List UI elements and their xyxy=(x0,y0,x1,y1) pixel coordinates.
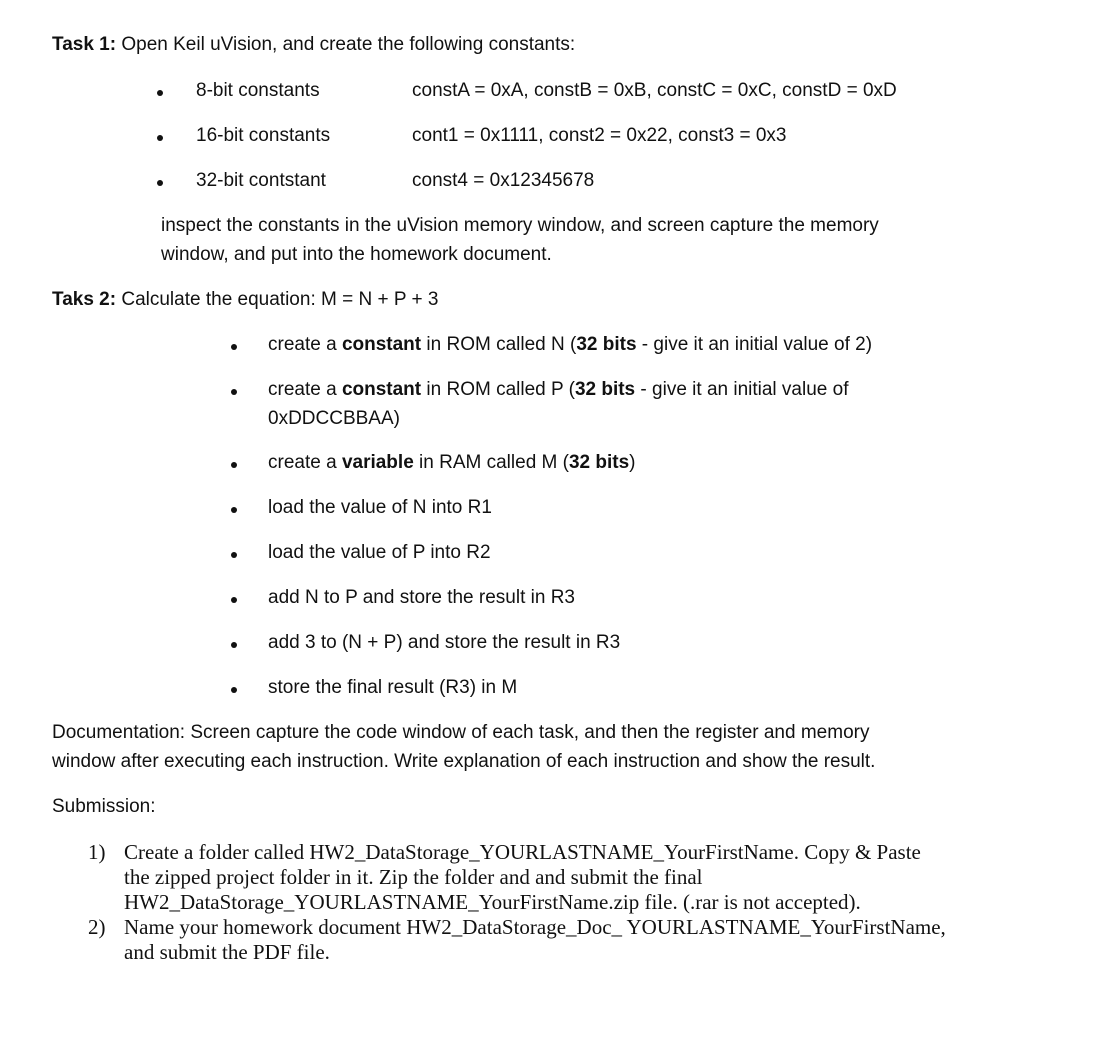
task1-item1-value: constA = 0xA, constB = 0xB, constC = 0xC, constD = 0xD xyxy=(412,80,897,101)
submission-item1-line1: Create a folder called HW2_DataStorage_YOURLASTNAME_YourFirstName. Copy & Paste xyxy=(124,840,921,864)
task2-bullet2: create a constant in ROM called P (32 bits - give it an initial value of xyxy=(268,379,849,400)
task2-bullet5: load the value of P into R2 xyxy=(268,542,491,563)
bullet-icon xyxy=(157,90,163,96)
task2-bullet7: add 3 to (N + P) and store the result in R3 xyxy=(268,632,621,653)
bullet-icon xyxy=(231,597,237,603)
bullet-icon xyxy=(231,462,237,468)
bullet-icon xyxy=(231,552,237,558)
bullet-icon xyxy=(231,507,237,513)
bullet-icon xyxy=(157,180,163,186)
task1-heading: Task 1: xyxy=(52,34,117,55)
submission-item2-line2: and submit the PDF file. xyxy=(124,940,330,964)
documentation-line2: window after executing each instruction. Write explanation of each instruction and show the result. xyxy=(52,751,876,772)
task2-heading: Taks 2: xyxy=(52,289,117,310)
task1-item3-label: 32-bit contstant xyxy=(196,170,326,191)
task1-inspect-line2: window, and put into the homework document. xyxy=(161,244,552,265)
bullet-icon xyxy=(157,135,163,141)
task2-bullet2-line2: 0xDDCCBBAA) xyxy=(268,408,400,429)
task1-intro: Open Keil uVision, and create the following constants: xyxy=(121,34,576,55)
submission-heading: Submission: xyxy=(52,796,156,817)
documentation-line1: Documentation: Screen capture the code window of each task, and then the register and memory xyxy=(52,722,870,743)
task2-heading-line xyxy=(52,289,438,311)
submission-item1-line2: the zipped project folder in it. Zip the folder and and submit the final xyxy=(124,865,703,889)
task1-item3-value: const4 = 0x12345678 xyxy=(412,170,595,191)
submission-item2-number: 2) xyxy=(88,915,106,939)
task2-bullet3: create a variable in RAM called M (32 bits) xyxy=(268,452,636,473)
bullet-icon xyxy=(231,344,237,350)
bullet-icon xyxy=(231,389,237,395)
task2-bullet4: load the value of N into R1 xyxy=(268,497,492,518)
bullet-icon xyxy=(231,642,237,648)
task2-bullet6: add N to P and store the result in R3 xyxy=(268,587,575,608)
task1-item2-value: cont1 = 0x1111, const2 = 0x22, const3 = 0x3 xyxy=(412,125,787,146)
bullet-icon xyxy=(231,687,237,693)
task2-intro: Calculate the equation: M = N + P + 3 xyxy=(121,289,439,310)
task1-item2-label: 16-bit constants xyxy=(196,125,331,146)
task2-bullet8: store the final result (R3) in M xyxy=(268,677,518,698)
task2-bullet1: create a constant in ROM called N (32 bits - give it an initial value of 2) xyxy=(268,334,873,355)
submission-item2-line1: Name your homework document HW2_DataStorage_Doc_ YOURLASTNAME_YourFirstName, xyxy=(124,915,946,939)
submission-item1-line3: HW2_DataStorage_YOURLASTNAME_YourFirstName.zip file. (.rar is not accepted). xyxy=(124,890,861,914)
submission-item1-number: 1) xyxy=(88,840,106,864)
task1-item1-label: 8-bit constants xyxy=(196,80,320,101)
task1-heading-line xyxy=(52,34,575,56)
task1-inspect-line1: inspect the constants in the uVision memory window, and screen capture the memory xyxy=(161,215,879,236)
